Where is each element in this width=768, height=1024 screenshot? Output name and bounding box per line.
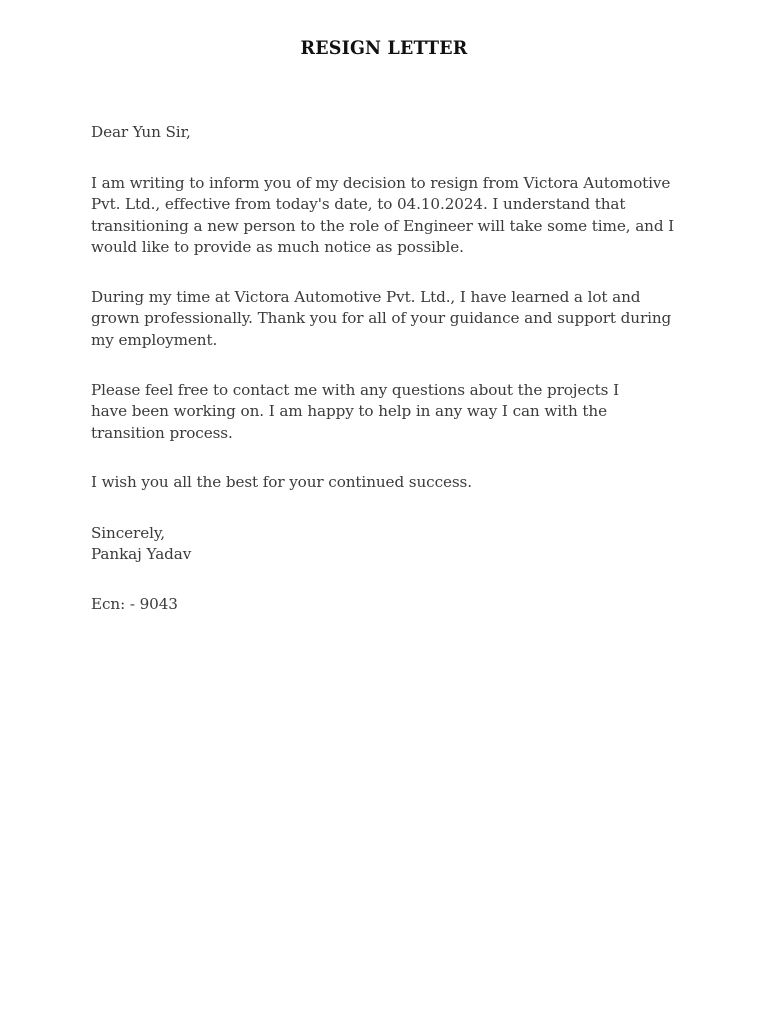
- letter-title: RESIGN LETTER: [300, 37, 468, 59]
- paragraph-transition-help: Please feel free to contact me with any questions about the projects I have been working on. I am happy to help in any way I can with the transition process.: [91, 381, 620, 442]
- salutation: Dear Yun Sir,: [91, 123, 191, 141]
- paragraph-gratitude: During my time at Victora Automotive Pvt. Ltd., I have learned a lot and grown professionally. Thank you for all of your guidance and support during my employment.: [91, 288, 672, 349]
- closing: Sincerely,: [91, 524, 166, 542]
- paragraph-well-wishes: I wish you all the best for your continued success.: [91, 473, 472, 491]
- employee-code: Ecn: - 9043: [91, 595, 178, 613]
- paragraph-resignation-notice: I am writing to inform you of my decision to resign from Victora Automotive Pvt. Ltd., effective from today's date, to 04.10.2024. I understand that transitioning a new person to the role of Engineer will take some time, and I would like to provide as much notice as possible.: [91, 174, 675, 257]
- signer-name: Pankaj Yadav: [91, 545, 192, 563]
